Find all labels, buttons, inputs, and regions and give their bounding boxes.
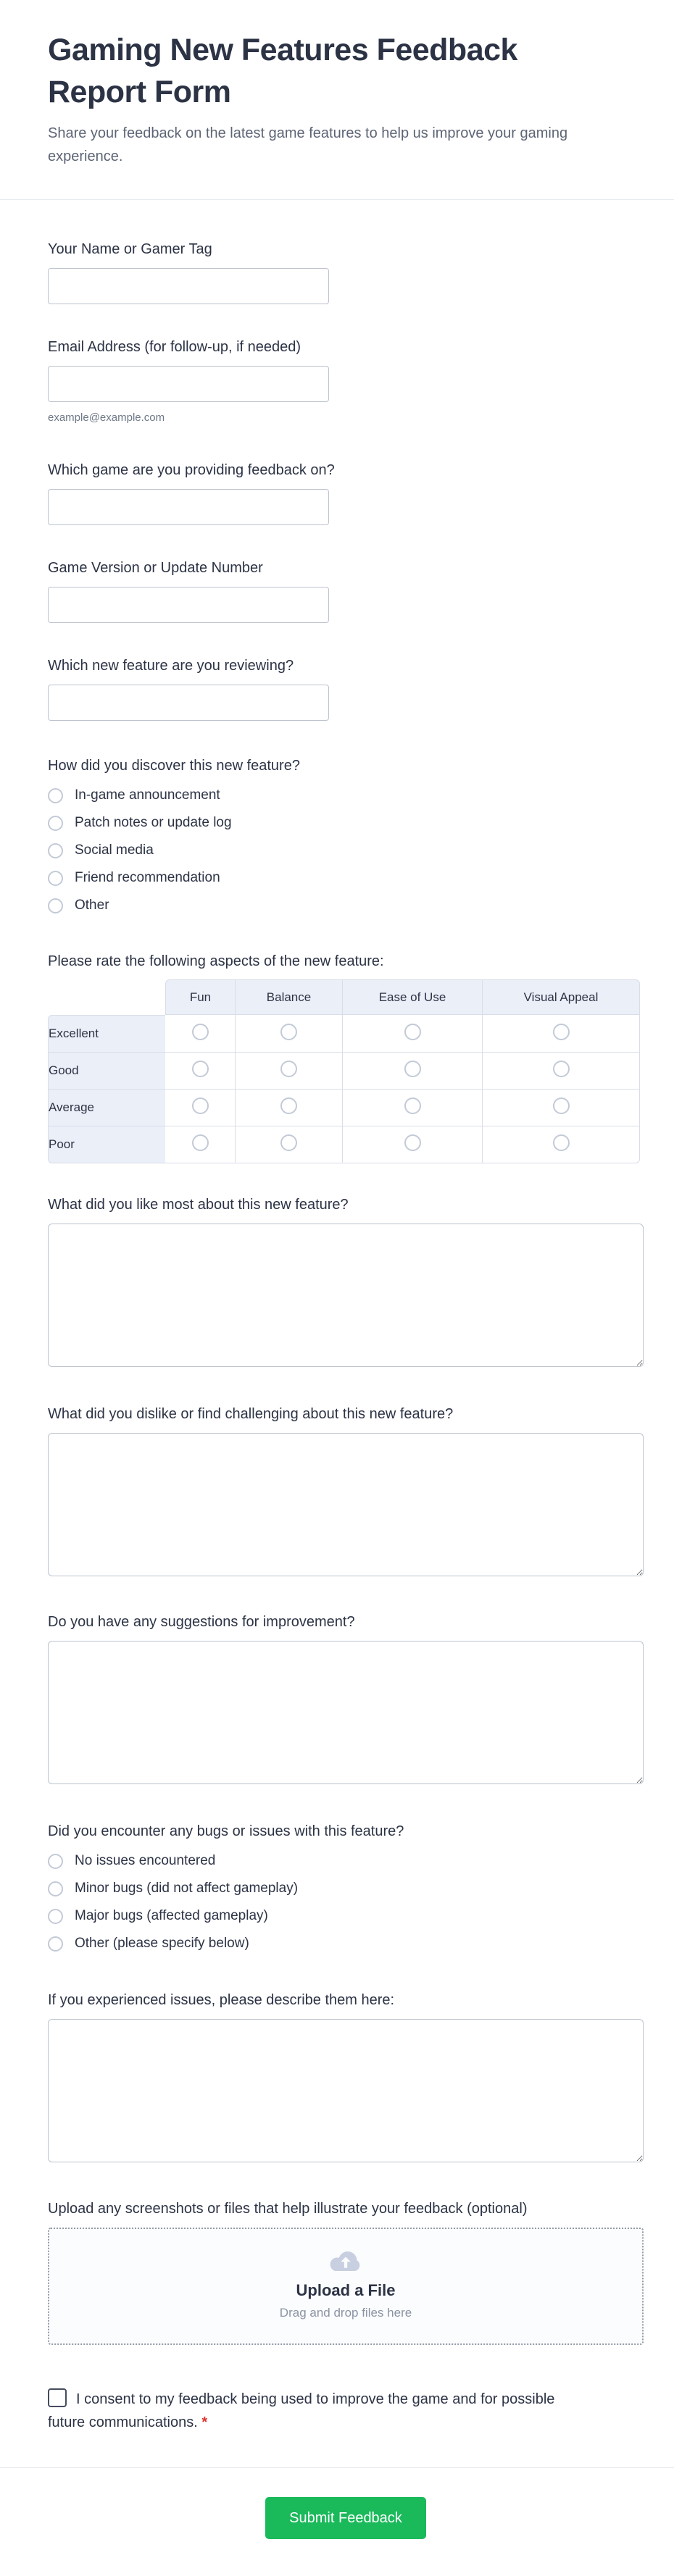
row-header-poor: Poor bbox=[48, 1126, 165, 1163]
column-header-fun: Fun bbox=[165, 979, 236, 1015]
question-issues-describe bbox=[48, 1991, 644, 2162]
option-label: Patch notes or update log bbox=[75, 815, 232, 830]
question-bugs bbox=[48, 1823, 644, 1960]
row-header-good: Good bbox=[48, 1053, 165, 1090]
radio-icon[interactable] bbox=[192, 1061, 209, 1077]
bugs-option-major[interactable] bbox=[48, 1905, 644, 1927]
rating-header-row bbox=[48, 979, 640, 1015]
discover-option-patch-notes[interactable] bbox=[48, 812, 644, 834]
row-header-excellent: Excellent bbox=[48, 1015, 165, 1053]
table-row bbox=[48, 1015, 640, 1053]
matrix-cell-good-visual[interactable] bbox=[483, 1053, 640, 1090]
option-label: In-game announcement bbox=[75, 787, 220, 803]
question-discover bbox=[48, 757, 644, 922]
radio-icon[interactable] bbox=[192, 1024, 209, 1040]
bugs-label: Did you encounter any bugs or issues with this feature? bbox=[48, 1823, 404, 1839]
radio-icon[interactable] bbox=[404, 1024, 421, 1040]
radio-icon[interactable] bbox=[553, 1061, 570, 1077]
question-version bbox=[48, 559, 644, 623]
issues-label: If you experienced issues, please describe them here: bbox=[48, 1992, 395, 2008]
matrix-cell-excellent-balance[interactable] bbox=[236, 1015, 343, 1053]
option-label: Friend recommendation bbox=[75, 870, 220, 885]
radio-icon[interactable] bbox=[48, 816, 63, 831]
question-name bbox=[48, 241, 644, 304]
email-field[interactable] bbox=[48, 366, 329, 402]
consent-label: I consent to my feedback being used to improve the game and for possible future communications. bbox=[48, 2391, 555, 2430]
bugs-options bbox=[48, 1850, 644, 1954]
bugs-option-no-issues[interactable] bbox=[48, 1850, 644, 1872]
radio-icon[interactable] bbox=[48, 843, 63, 858]
radio-icon[interactable] bbox=[192, 1134, 209, 1151]
option-label: Major bugs (affected gameplay) bbox=[75, 1908, 268, 1923]
feature-label: Which new feature are you reviewing? bbox=[48, 658, 294, 674]
discover-option-other[interactable] bbox=[48, 895, 644, 916]
radio-icon[interactable] bbox=[48, 1881, 63, 1897]
radio-icon[interactable] bbox=[48, 1854, 63, 1869]
option-label: Other bbox=[75, 898, 109, 913]
radio-icon[interactable] bbox=[280, 1061, 297, 1077]
required-asterisk: * bbox=[201, 2414, 208, 2430]
radio-icon[interactable] bbox=[553, 1097, 570, 1114]
table-row bbox=[48, 1090, 640, 1126]
email-label: Email Address (for follow-up, if needed) bbox=[48, 339, 301, 355]
matrix-corner bbox=[48, 979, 165, 1015]
question-suggestions bbox=[48, 1613, 644, 1784]
radio-icon[interactable] bbox=[553, 1024, 570, 1040]
file-dropzone[interactable] bbox=[48, 2228, 644, 2345]
matrix-cell-excellent-ease[interactable] bbox=[343, 1015, 483, 1053]
question-upload bbox=[48, 2200, 644, 2345]
radio-icon[interactable] bbox=[48, 898, 63, 913]
game-label: Which game are you providing feedback on? bbox=[48, 462, 335, 478]
radio-icon[interactable] bbox=[48, 1936, 63, 1952]
version-input[interactable] bbox=[48, 587, 329, 623]
discover-options bbox=[48, 785, 644, 916]
question-dislike bbox=[48, 1405, 644, 1576]
radio-icon[interactable] bbox=[48, 788, 63, 803]
suggestions-textarea[interactable] bbox=[48, 1641, 644, 1784]
matrix-cell-good-balance[interactable] bbox=[236, 1053, 343, 1090]
column-header-balance: Balance bbox=[236, 979, 343, 1015]
matrix-cell-good-ease[interactable] bbox=[343, 1053, 483, 1090]
matrix-cell-poor-ease[interactable] bbox=[343, 1126, 483, 1163]
upload-cloud-icon bbox=[49, 2248, 642, 2274]
upload-hint-text: Drag and drop files here bbox=[279, 2306, 412, 2320]
like-label: What did you like most about this new feature? bbox=[48, 1197, 349, 1213]
column-header-visual-appeal: Visual Appeal bbox=[483, 979, 640, 1015]
radio-icon[interactable] bbox=[48, 1909, 63, 1924]
matrix-cell-average-fun[interactable] bbox=[165, 1090, 236, 1126]
dislike-label: What did you dislike or find challenging about this new feature? bbox=[48, 1406, 454, 1422]
matrix-cell-good-fun[interactable] bbox=[165, 1053, 236, 1090]
submit-feedback-button[interactable]: Submit Feedback bbox=[265, 2497, 426, 2539]
table-row bbox=[48, 1126, 640, 1163]
consent-checkbox[interactable] bbox=[48, 2388, 67, 2407]
matrix-cell-excellent-fun[interactable] bbox=[165, 1015, 236, 1053]
bugs-option-other[interactable] bbox=[48, 1933, 644, 1954]
question-like bbox=[48, 1196, 644, 1367]
discover-label: How did you discover this new feature? bbox=[48, 758, 300, 774]
matrix-cell-excellent-visual[interactable] bbox=[483, 1015, 640, 1053]
question-email bbox=[48, 338, 644, 425]
radio-icon[interactable] bbox=[280, 1097, 297, 1114]
radio-icon[interactable] bbox=[404, 1061, 421, 1077]
footer-divider bbox=[0, 2467, 674, 2468]
radio-icon[interactable] bbox=[553, 1134, 570, 1151]
option-label: Social media bbox=[75, 842, 154, 858]
submit-row bbox=[48, 2497, 644, 2539]
option-label: Minor bugs (did not affect gameplay) bbox=[75, 1881, 299, 1896]
name-label: Your Name or Gamer Tag bbox=[48, 241, 212, 257]
dislike-textarea[interactable] bbox=[48, 1433, 644, 1576]
question-feature bbox=[48, 657, 644, 721]
consent-field bbox=[48, 2388, 644, 2434]
header-divider bbox=[0, 199, 674, 200]
rating-table bbox=[48, 979, 640, 1163]
matrix-cell-poor-fun[interactable] bbox=[165, 1126, 236, 1163]
bugs-option-minor[interactable] bbox=[48, 1878, 644, 1899]
radio-icon[interactable] bbox=[404, 1134, 421, 1151]
radio-icon[interactable] bbox=[48, 871, 63, 886]
feature-input[interactable] bbox=[48, 685, 329, 721]
issues-textarea[interactable] bbox=[48, 2019, 644, 2162]
form-title: Gaming New Features Feedback Report Form bbox=[48, 33, 517, 109]
radio-icon[interactable] bbox=[280, 1134, 297, 1151]
form-subtitle: Share your feedback on the latest game features to help us improve your gaming experience. bbox=[48, 125, 568, 164]
game-input[interactable] bbox=[48, 489, 329, 525]
name-input[interactable] bbox=[48, 268, 329, 304]
suggestions-label: Do you have any suggestions for improvement? bbox=[48, 1614, 355, 1630]
matrix-cell-average-ease[interactable] bbox=[343, 1090, 483, 1126]
question-game bbox=[48, 461, 644, 525]
matrix-cell-average-visual[interactable] bbox=[483, 1090, 640, 1126]
radio-icon[interactable] bbox=[192, 1097, 209, 1114]
table-row bbox=[48, 1053, 640, 1090]
upload-button-text: Upload a File bbox=[296, 2281, 396, 2299]
like-textarea[interactable] bbox=[48, 1224, 644, 1367]
rating-label: Please rate the following aspects of the new feature: bbox=[48, 953, 384, 969]
matrix-cell-poor-visual[interactable] bbox=[483, 1126, 640, 1163]
form-header bbox=[48, 29, 644, 168]
column-header-ease-of-use: Ease of Use bbox=[343, 979, 483, 1015]
email-sublabel: example@example.com bbox=[48, 411, 165, 424]
option-label: Other (please specify below) bbox=[75, 1936, 249, 1951]
upload-label: Upload any screenshots or files that help illustrate your feedback (optional) bbox=[48, 2201, 528, 2217]
consent-row bbox=[48, 2388, 555, 2434]
radio-icon[interactable] bbox=[280, 1024, 297, 1040]
discover-option-social-media[interactable] bbox=[48, 840, 644, 861]
matrix-cell-average-balance[interactable] bbox=[236, 1090, 343, 1126]
discover-option-ingame[interactable] bbox=[48, 785, 644, 806]
radio-icon[interactable] bbox=[404, 1097, 421, 1114]
matrix-cell-poor-balance[interactable] bbox=[236, 1126, 343, 1163]
question-rating-matrix bbox=[48, 953, 644, 1163]
discover-option-friend[interactable] bbox=[48, 867, 644, 889]
option-label: No issues encountered bbox=[75, 1853, 216, 1868]
row-header-average: Average bbox=[48, 1090, 165, 1126]
version-label: Game Version or Update Number bbox=[48, 560, 263, 576]
